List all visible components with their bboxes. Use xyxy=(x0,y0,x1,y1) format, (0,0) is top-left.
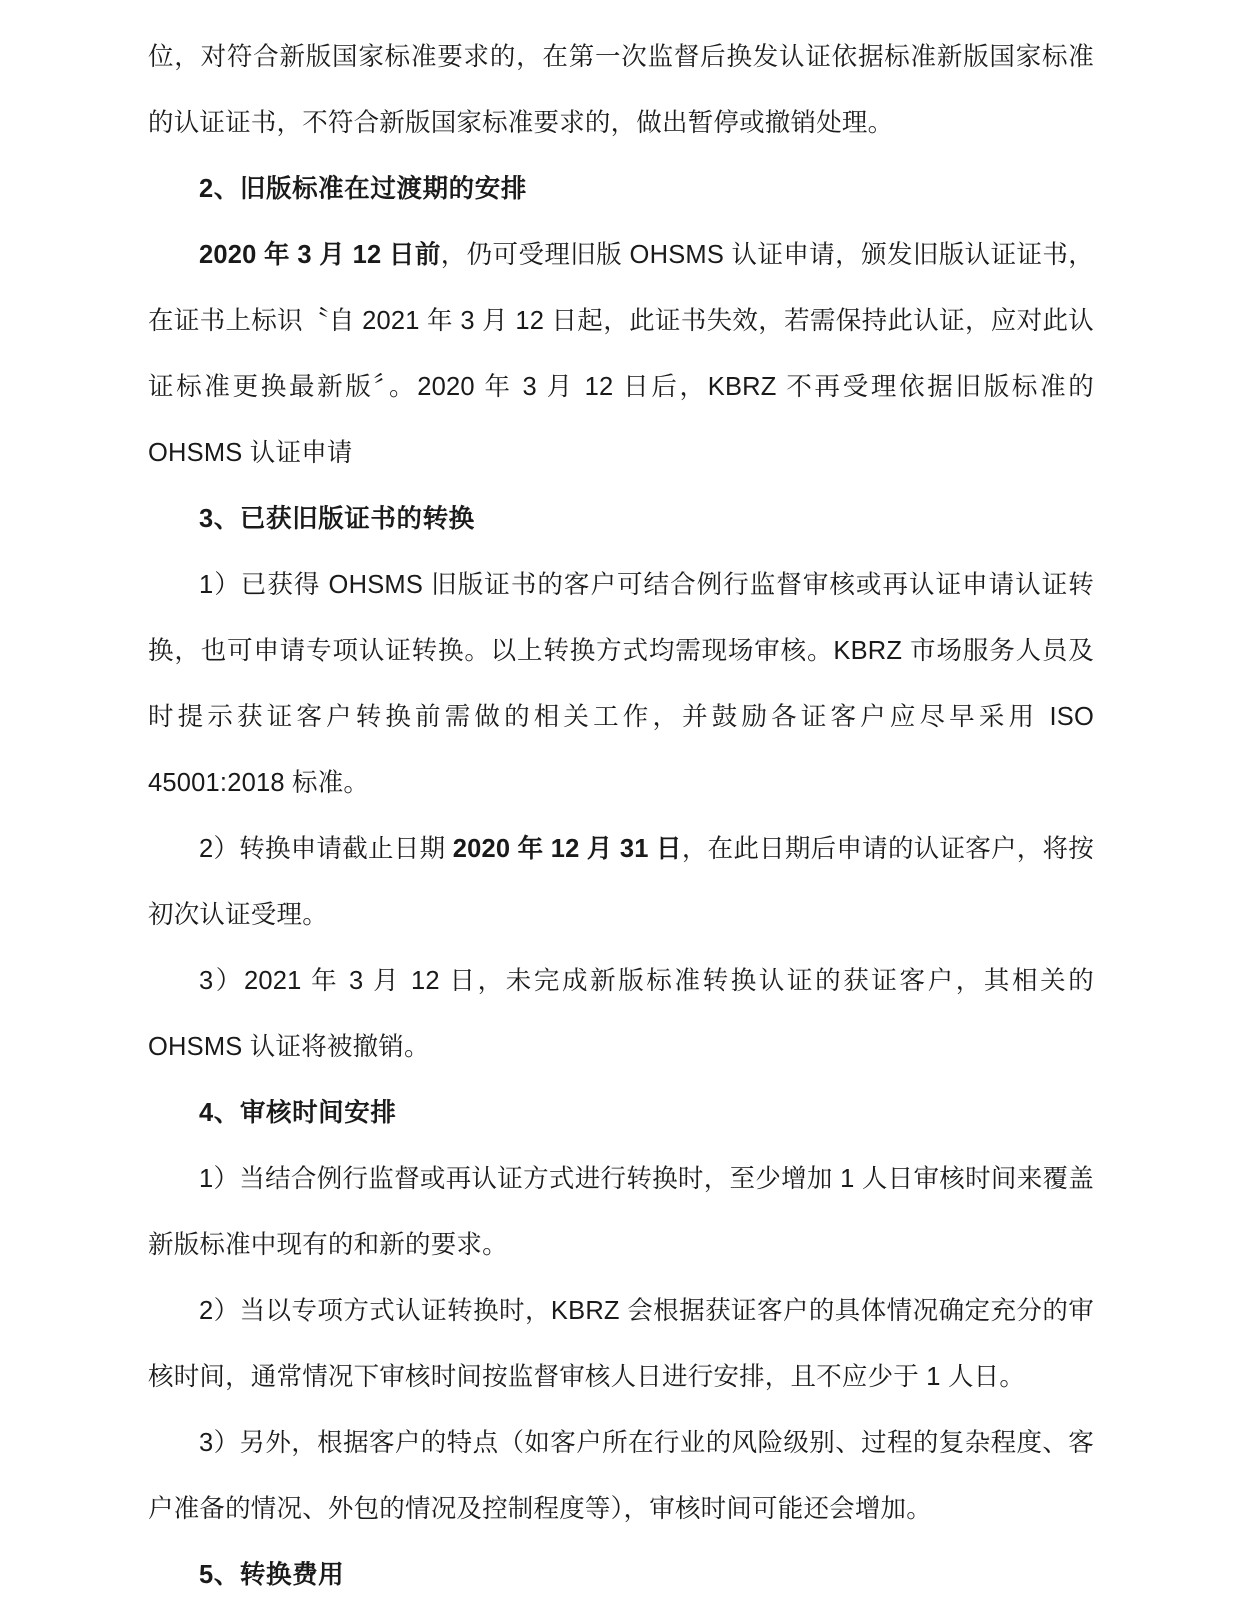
paragraph-conversion-item-1: 1）已获得 OHSMS 旧版证书的客户可结合例行监督审核或再认证申请认证转换，也可申请专项认证转换。以上转换方式均需现场审核。KBRZ 市场服务人员及时提示获证客户转换前需做的相关工作，并鼓励各证客户应尽早采用 ISO 45001:2018 标准。 xyxy=(148,571,1094,797)
paragraph-conversion-item-3: 3）2021 年 3 月 12 日，未完成新版标准转换认证的获证客户，其相关的 OHSMS 认证将被撤销。 xyxy=(148,967,1094,1061)
heading-old-certificate-conversion: 3、已获旧版证书的转换 xyxy=(199,505,475,533)
document-body xyxy=(148,24,1094,1608)
paragraph-continuation: 位，对符合新版国家标准要求的，在第一次监督后换发认证依据标准新版国家标准的认证证书，不符合新版国家标准要求的，做出暂停或撤销处理。 xyxy=(148,43,1094,137)
heading-audit-time-arrangement: 4、审核时间安排 xyxy=(199,1099,397,1127)
paragraph-audit-item-3: 3）另外，根据客户的特点（如客户所在行业的风险级别、过程的复杂程度、客户准备的情况、外包的情况及控制程度等），审核时间可能还会增加。 xyxy=(148,1429,1094,1523)
paragraph-audit-item-2: 2）当以专项方式认证转换时，KBRZ 会根据获证客户的具体情况确定充分的审核时间，通常情况下审核时间按监督审核人日进行安排，且不应少于 1 人日。 xyxy=(148,1297,1094,1391)
heading-old-standard-transition: 2、旧版标准在过渡期的安排 xyxy=(199,175,527,203)
paragraph-conversion-item-2: 2）转换申请截止日期 2020 年 12 月 31 日，在此日期后申请的认证客户，将按初次认证受理。 xyxy=(148,835,1094,929)
heading-conversion-fee: 5、转换费用 xyxy=(199,1561,345,1589)
paragraph-old-standard-arrangement: 2020 年 3 月 12 日前，仍可受理旧版 OHSMS 认证申请，颁发旧版认证证书，在证书上标识〝自 2021 年 3 月 12 日起，此证书失效，若需保持此认证，应对此认证标准更换最新版〞。2020 年 3 月 12 日后，KBRZ 不再受理依据旧版标准的 OHSMS 认证申请 xyxy=(148,241,1094,467)
paragraph-audit-item-1: 1）当结合例行监督或再认证方式进行转换时，至少增加 1 人日审核时间来覆盖新版标准中现有的和新的要求。 xyxy=(148,1165,1094,1259)
